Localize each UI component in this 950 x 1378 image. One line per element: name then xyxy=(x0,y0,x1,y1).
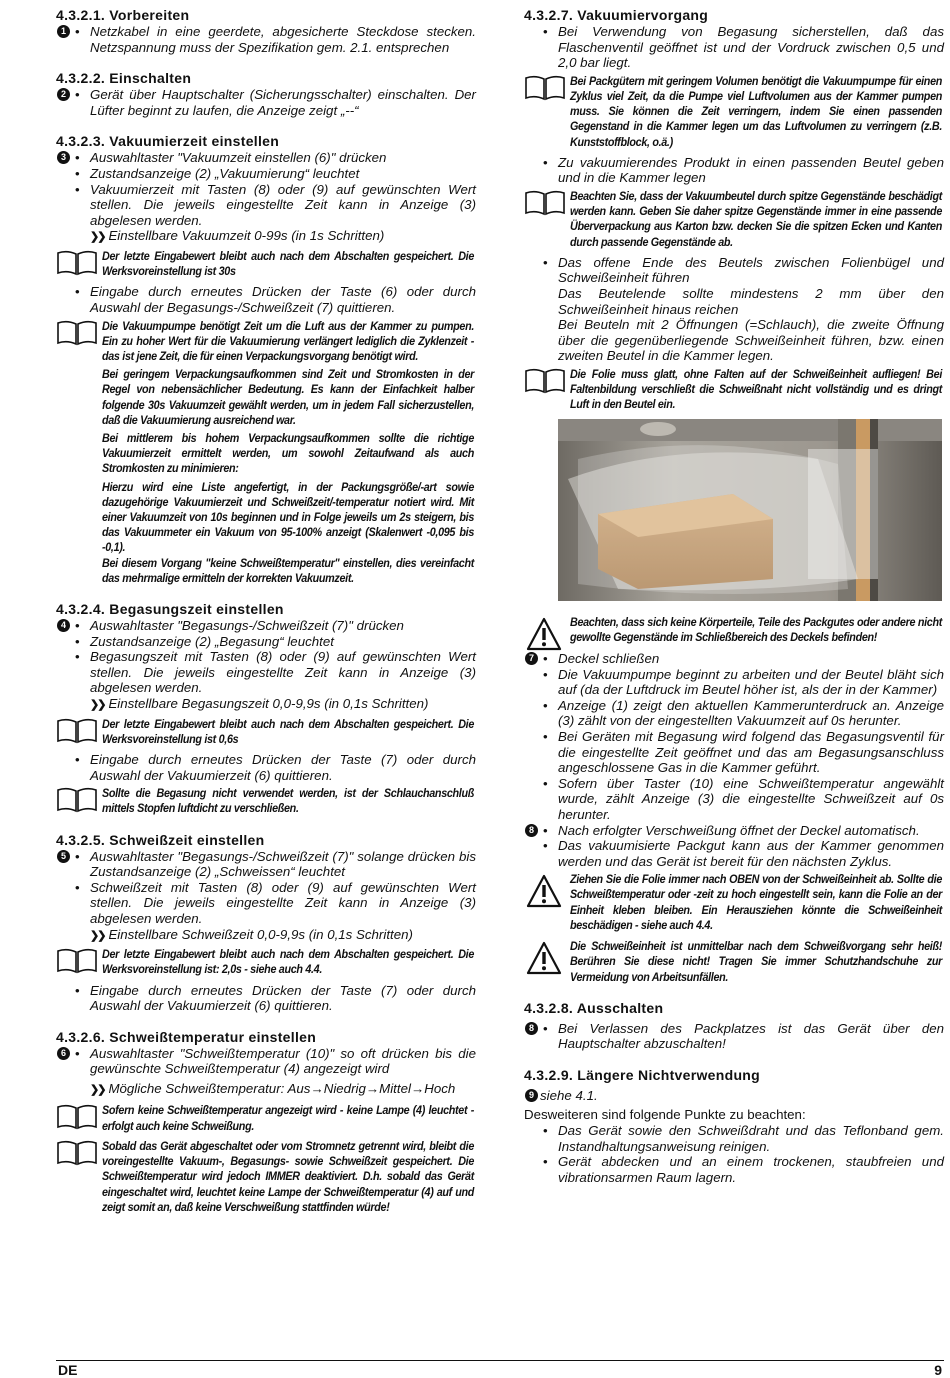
section-title: 4.3.2.9. Längere Nichtverwendung xyxy=(524,1066,760,1083)
section-title: 4.3.2.7. Vakuumiervorgang xyxy=(524,7,709,23)
page-number: 9 xyxy=(934,1362,942,1378)
step-number: 4 xyxy=(57,619,70,632)
step-number: 3 xyxy=(57,151,70,164)
section-einschalten: 4.3.2.2. Einschalten 2 • Gerät über Hauptschalter (Sicherungsschalter) einschalten. Der Lüfter beginnt zu laufen, die Anzeige zeigt „--“ xyxy=(56,70,476,118)
paragraph: Desweiteren sind folgende Punkte zu beachten: xyxy=(524,1107,806,1123)
warning-note: Ziehen Sie die Folie immer nach OBEN von der Schweißeinheit ab. Sollte die Schweißtemperatur oder -zeit zu hoch eingestellt sein, kann die Folie an der Einheit kleben bleiben. Ein Herausziehen könnte die Schweißeinheit beschädigen - siehe auch 4.4. xyxy=(524,872,944,933)
list-item: Begasungszeit mit Tasten (8) oder (9) auf gewünschten Wert stellen. Die jeweils eingestellte Zeit kann in Anzeige (3) abgelesen werden. xyxy=(90,649,476,696)
info-note: Der letzte Eingabewert bleibt auch nach dem Abschalten gespeichert. Die Werksvoreinstellung ist 30s xyxy=(56,249,476,279)
range-hint: ❯❯ Einstellbare Begasungszeit 0,0-9,9s (in 0,1s Schritten) xyxy=(90,695,429,711)
section-title: 4.3.2.3. Vakuumierzeit einstellen xyxy=(56,133,280,150)
book-icon xyxy=(56,1104,98,1130)
book-icon xyxy=(56,948,98,974)
list-item: Auswahltaster "Vakuumzeit einstellen (6)" drücken xyxy=(90,150,387,166)
list-item: Zu vakuumierendes Produkt in einen passenden Beutel geben und in die Kammer legen xyxy=(558,154,944,186)
list-item: Bei Geräten mit Begasung wird folgend das Begasungsventil für die eingestellte Zeit geöffnet und das am Begasungsanschluss angeschlossene Gas in die Kammer geführt. xyxy=(558,728,944,776)
step-number: 8 xyxy=(525,1022,538,1035)
list-item: Gerät abdecken und an einem trockenen, staubfreien und vibrationsarmen Raum lagern. xyxy=(558,1154,944,1185)
list-item: Auswahltaster "Begasungs-/Schweißzeit (7)" drücken xyxy=(90,617,404,633)
section-schweisstemperatur: 4.3.2.6. Schweißtemperatur einstellen 6 • Auswahltaster "Schweißtemperatur (10)" so oft drücken bis die gewünschte Schweißtemperatur (4) angezeigt wird ❯❯ Mögliche Schweißtemperatur: Aus→Niedrig→Mittel→Hoch Sofern keine Schweißtemperatur angezeigt wird - keine Lampe (4) leuchtet - erfolgt auch keine Schweißung. Sobald das Gerät abgeschaltet oder vom Stromnetz getrennt wird, bleibt die voreingestellte Vakuum-, Begasungs- sowie Schweißzeit gespeichert. Die Schweißtemperatur wird jedoch IMMER deaktiviert. D.h. sobald das Gerät eingeschaltet wird, leuchtet keine Lampe der Schweißtemperatur (4) auf und zeigt somit an, daß keine Verschweißung stattfinden würde! xyxy=(56,1028,476,1214)
step-number: 9 xyxy=(525,1089,538,1102)
range-hint: ❯❯ Mögliche Schweißtemperatur: Aus→Niedrig→Mittel→Hoch xyxy=(90,1080,456,1096)
double-chevron-icon: ❯❯ xyxy=(90,1083,105,1096)
section-vorbereiten: 4.3.2.1. Vorbereiten 1 • Netzkabel in eine geerdete, abgesicherte Steckdose stecken. Netzspannung muss der Spezifikation gem. 2.1. entsprechen xyxy=(56,7,476,55)
list-item: Schweißzeit mit Tasten (8) oder (9) auf gewünschten Wert stellen. Die jeweils eingestellte Zeit kann in Anzeige (3) abgelesen werden. xyxy=(90,879,476,926)
list-item: Zustandsanzeige (2) „Begasung“ leuchtet xyxy=(90,633,334,649)
list-item: Bei Verwendung von Begasung sicherstellen, daß das Flaschenventil geöffnet ist und der Vordruck zwischen 0,5 und 2,0 bar liegt. xyxy=(558,24,944,71)
list-item: Anzeige (1) zeigt den aktuellen Kammerunterdruck an. Anzeige (3) zählt von der eingestellten Vakuumzeit auf 0s herunter. xyxy=(558,697,944,729)
info-note: Sofern keine Schweißtemperatur angezeigt wird - keine Lampe (4) leuchtet - erfolgt auch keine Schweißung. xyxy=(56,1103,476,1133)
double-chevron-icon: ❯❯ xyxy=(90,698,105,711)
book-icon xyxy=(524,190,566,216)
warning-note: Die Schweißeinheit ist unmittelbar nach dem Schweißvorgang sehr heiß! Berühren Sie diese nicht! Tragen Sie immer Schutzhandschuhe zur Vermeidung von Arbeitsunfällen. xyxy=(524,939,944,985)
left-column xyxy=(56,6,476,1229)
info-note: Sollte die Begasung nicht verwendet werden, ist der Schlauchanschluß mittels Stopfen luftdicht zu verschließen. xyxy=(56,786,476,816)
section-title: 4.3.2.8. Ausschalten xyxy=(524,999,664,1016)
list-item: Deckel schließen xyxy=(558,650,660,666)
list-item: Zustandsanzeige (2) „Vakuumierung“ leuchtet xyxy=(90,165,360,181)
list-item: Netzkabel in eine geerdete, abgesicherte Steckdose stecken. Netzspannung muss der Spezifikation gem. 2.1. entsprechen xyxy=(90,24,476,55)
warning-triangle-icon xyxy=(526,941,562,975)
section-title: 4.3.2.5. Schweißzeit einstellen xyxy=(56,831,265,848)
step-number: 1 xyxy=(57,25,70,38)
footer-language: DE xyxy=(58,1362,78,1378)
list-item: Vakuumierzeit mit Tasten (8) oder (9) auf gewünschten Wert stellen. Die jeweils eingestellte Zeit kann in Anzeige (3) abgelesen werden. xyxy=(90,181,476,228)
list-item: Gerät über Hauptschalter (Sicherungsschalter) einschalten. Der Lüfter beginnt zu laufen, die Anzeige zeigt „--“ xyxy=(90,87,476,118)
section-schweisszeit: 4.3.2.5. Schweißzeit einstellen 5 • Auswahltaster "Begasungs-/Schweißzeit (7)" solange drücken bis Zustandsanzeige (2) „Schweissen“ leuchtet • Schweißzeit mit Tasten (8) oder (9) auf gewünschten Wert stellen. Die jeweils eingestellte Zeit kann in Anzeige (3) abgelesen werden. ❯❯ Einstellbare Schweißzeit 0,0-9,9s (in 0,1s Schritten) Der letzte Eingabewert bleibt auch nach dem Abschalten gespeichert. Die Werksvoreinstellung ist: 2,0s - siehe auch 4.4. • Eingabe durch erneutes Drücken der Taste (7) oder durch Auswahl der Vakuumierzeit (6) quittieren. xyxy=(56,831,476,1014)
info-note: Beachten Sie, dass der Vakuumbeutel durch spitze Gegenstände beschädigt werden kann. Geben Sie daher spitze Gegenstände immer in eine passende Überverpackung aus Karton bzw. decken Sie die spitzen Ecken und Kanten durch passende Gegenstände ab. xyxy=(524,189,944,250)
step-number: 5 xyxy=(57,850,70,863)
arrow-right-icon: → xyxy=(410,1080,425,1096)
section-begasungszeit: 4.3.2.4. Begasungszeit einstellen 4 • Auswahltaster "Begasungs-/Schweißzeit (7)" drücken • Zustandsanzeige (2) „Begasung“ leuchtet • Begasungszeit mit Tasten (8) oder (9) auf gewünschten Wert stellen. Die jeweils eingestellte Zeit kann in Anzeige (3) abgelesen werden. ❯❯ Einstellbare Begasungszeit 0,0-9,9s (in 0,1s Schritten) Der letzte Eingabewert bleibt auch nach dem Abschalten gespeichert. Die Werksvoreinstellung ist 0,6s • Eingabe durch erneutes Drücken der Taste (7) oder durch Auswahl der Vakuumierzeit (6) quittieren. Sollte die Begasung nicht verwendet werden, ist der Schlauchanschluß mittels Stopfen luftdicht zu verschließen. xyxy=(56,600,476,816)
book-icon xyxy=(56,787,98,813)
book-icon xyxy=(56,320,98,346)
section-title: 4.3.2.4. Begasungszeit einstellen xyxy=(56,600,284,617)
book-icon xyxy=(524,75,566,101)
list-item: Sofern über Taster (10) eine Schweißtemperatur angewählt wurde, zählt Anzeige (3) die eingestellte Schweißzeit auf 0s herunter. xyxy=(558,775,944,822)
info-note: Bei Packgütern mit geringem Volumen benötigt die Vakuumpumpe für einen Zyklus viel Zeit, da die Pumpe viel Luftvolumen aus der Kammer pumpen muss. Sie können die Zeit verringern, indem Sie einen passenden Gegenstand in die Kammer legen um das Luftvolumen zu verringern (z.B. Kunststoffblock, o.ä.) xyxy=(524,74,944,150)
section-ausschalten: 4.3.2.8. Ausschalten 8 • Bei Verlassen des Packplatzes ist das Gerät über den Hauptschalter abzuschalten! xyxy=(524,999,944,1052)
vacuum-bag-photo xyxy=(558,419,942,601)
right-column xyxy=(524,6,944,1199)
range-hint: ❯❯ Einstellbare Schweißzeit 0,0-9,9s (in 0,1s Schritten) xyxy=(90,926,413,942)
list-item: Auswahltaster "Schweißtemperatur (10)" so oft drücken bis die gewünschte Schweißtemperatur (4) angezeigt wird xyxy=(90,1045,476,1077)
section-nichtverwendung: 4.3.2.9. Längere Nichtverwendung 9 siehe 4.1. Desweiteren sind folgende Punkte zu beachten: • Das Gerät sowie den Schweißdraht und das Teflonband gem. Instandhaltungsanweisung reinigen. • Gerät abdecken und an einem trockenen, staubfreien und vibrationsarmen Raum lagern. xyxy=(524,1066,944,1185)
list-item: Das vakuumisierte Packgut kann aus der Kammer genommen werden und das Gerät ist bereit für den nächsten Zyklus. xyxy=(558,838,944,869)
section-title: 4.3.2.2. Einschalten xyxy=(56,70,192,87)
step-number: 2 xyxy=(57,88,70,101)
info-note: Die Folie muss glatt, ohne Falten auf der Schweißeinheit aufliegen! Bei Faltenbildung verschließt die Schweißnaht nicht vollständig und es dringt Luft in den Beutel ein. xyxy=(524,367,944,413)
list-item: Eingabe durch erneutes Drücken der Taste (7) oder durch Auswahl der Vakuumierzeit (6) quittieren. xyxy=(90,982,476,1014)
warning-triangle-icon xyxy=(526,617,562,651)
double-chevron-icon: ❯❯ xyxy=(90,929,105,942)
step-number: 7 xyxy=(525,652,538,665)
list-item: Bei Verlassen des Packplatzes ist das Gerät über den Hauptschalter abzuschalten! xyxy=(558,1020,944,1052)
info-note: Die Vakuumpumpe benötigt Zeit um die Luft aus der Kammer zu pumpen. Ein zu hoher Wert für die Vakuumierung verlängert lediglich die Zyklenzeit - das ist jene Zeit, die für einen Verpackungsvorgang benötigt wird. Bei geringem Verpackungsaufkommen sind Zeit und Stromkosten in der Regel von nebensächlicher Bedeutung. Es kann der Einfachkeit halber folgende 30s Vakuumzeit gewählt werden, um in jedem Fall sicherzustellen, daß die Vakuumierung ausreichend war. Bei mittlerem bis hohem Verpackungsaufkommen sollte die richtige Vakuumierzeit ermittelt werden, um sowohl Zeitaufwand als auch Stromkosten zu minimieren: Hierzu wird eine Liste angefertigt, in der Packungsgröße/-art sowie dazugehörige Vakuumierzeit und Schweißzeit/-temperatur notiert wird. Mit einer Vakuumzeit von 10s beginnen und in Folge jeweils um 2s steigern, bis das Vakuummeter ein Vakuum von 95-100% anzeigt (Skalenwert -0,095 bis -0,1). Bei diesem Vorgang "keine Schweißtemperatur" einstellen, dies vereinfacht das mehrmalige ermitteln der korrekten Vakuumzeit. xyxy=(56,319,476,586)
arrow-right-icon: → xyxy=(310,1080,324,1096)
book-icon xyxy=(524,368,566,394)
reference: siehe 4.1. xyxy=(540,1087,598,1103)
info-note: Sobald das Gerät abgeschaltet oder vom Stromnetz getrennt wird, bleibt die voreingestellte Vakuum-, Begasungs- sowie Schweißzeit gespeichert. Die Schweißtemperatur wird jedoch IMMER deaktiviert. D.h. sobald das Gerät eingeschaltet wird, leuchtet keine Lampe der Schweißtemperatur (4) auf und zeigt somit an, daß keine Verschweißung stattfinden würde! xyxy=(56,1139,476,1215)
book-icon xyxy=(56,718,98,744)
section-vakuumierzeit: 4.3.2.3. Vakuumierzeit einstellen 3 • Auswahltaster "Vakuumzeit einstellen (6)" drücken • Zustandsanzeige (2) „Vakuumierung“ leuchtet • Vakuumierzeit mit Tasten (8) oder (9) auf gewünschten Wert stellen. Die jeweils eingestellte Zeit kann in Anzeige (3) abgelesen werden. ❯❯ Einstellbare Vakuumzeit 0-99s (in 1s Schritten) Der letzte Eingabewert bleibt auch nach dem Abschalten gespeichert. Die Werksvoreinstellung ist 30s • Eingabe durch erneutes Drücken der Taste (6) oder durch Auswahl der Begasungs-/Schweißzeit (7) quittieren. Die Vakuumpumpe benötigt Zeit um die Luft aus der Kammer zu pumpen. Ein zu hoher Wert für die Vakuumierung verlängert lediglich die Zyklenzeit - das ist jene Zeit, die für einen Verpackungsvorgang benötigt wird. Bei geringem Verpackungsaufkommen sind Zeit und Stromkosten in der Regel von nebensächlicher Bedeutung. Es kann der Einfachkeit halber folgende 30s Vakuumzeit gewählt werden, um in jedem Fall sicherzustellen, daß die Vakuumierung ausreichend war. Bei mittlerem bis hohem Verpackungsaufkommen sollte die richtige Vakuumierzeit ermittelt werden, um sowohl Zeitaufwand als auch Stromkosten zu minimieren: Hierzu wird eine Liste angefertigt, in der Packungsgröße/-art sowie dazugehörige Vakuumierzeit und Schweißzeit/-temperatur notiert wird. Mit einer Vakuumzeit von 10s beginnen und in Folge jeweils um 2s steigern, bis das Vakuummeter ein Vakuum von 95-100% anzeigt (Skalenwert -0,095 bis -0,1). Bei diesem Vorgang "keine Schweißtemperatur" einstellen, dies vereinfacht das mehrmalige ermitteln der korrekten Vakuumzeit. xyxy=(56,133,476,585)
book-icon xyxy=(56,1140,98,1166)
footer-rule xyxy=(56,1360,944,1361)
section-title: 4.3.2.6. Schweißtemperatur einstellen xyxy=(56,1028,317,1045)
step-number: 6 xyxy=(57,1047,70,1060)
list-item: Auswahltaster "Begasungs-/Schweißzeit (7)" solange drücken bis Zustandsanzeige (2) „Schweissen“ leuchtet xyxy=(90,848,476,880)
list-item: Das offene Ende des Beutels zwischen Folienbügel und Schweißeinheit führen xyxy=(558,254,944,286)
arrow-right-icon: → xyxy=(365,1080,380,1096)
info-note: Der letzte Eingabewert bleibt auch nach dem Abschalten gespeichert. Die Werksvoreinstellung ist: 2,0s - siehe auch 4.4. xyxy=(56,947,476,977)
paragraph: Das Beutelende sollte mindestens 2 mm über den Schweißeinheit hinaus reichen xyxy=(558,285,944,317)
section-title: 4.3.2.1. Vorbereiten xyxy=(56,7,190,23)
info-note: Der letzte Eingabewert bleibt auch nach dem Abschalten gespeichert. Die Werksvoreinstellung ist 0,6s xyxy=(56,717,476,747)
double-chevron-icon: ❯❯ xyxy=(90,231,105,244)
list-item: Eingabe durch erneutes Drücken der Taste (6) oder durch Auswahl der Begasungs-/Schweißzeit (7) quittieren. xyxy=(90,284,476,315)
list-item: Eingabe durch erneutes Drücken der Taste (7) oder durch Auswahl der Vakuumierzeit (6) quittieren. xyxy=(90,751,476,783)
range-hint: ❯❯ Einstellbare Vakuumzeit 0-99s (in 1s Schritten) xyxy=(90,228,385,244)
list-item: Die Vakuumpumpe beginnt zu arbeiten und der Beutel bläht sich auf (da der Luftdruck im Beutel höher ist, als der in der Kammer) xyxy=(558,666,944,698)
paragraph: Bei Beuteln mit 2 Öffnungen (=Schlauch), die zweite Öffnung über die gegenüberliegende Schweißeinheit führen, bzw. einen zweiten Beutel in die Kammer legen. xyxy=(558,317,944,364)
section-vakuumiervorgang: 4.3.2.7. Vakuumiervorgang • Bei Verwendung von Begasung sicherstellen, daß das Flaschenventil geöffnet ist und der Vordruck zwischen 0,5 und 2,0 bar liegt. Bei Packgütern mit geringem Volumen benötigt die Vakuumpumpe für einen Zyklus viel Zeit, da die Pumpe viel Luftvolumen aus der Kammer pumpen muss. Sie können die Zeit verringern, indem Sie einen passenden Gegenstand in die Kammer legen um das Luftvolumen zu verringern (z.B. Kunststoffblock, o.ä.) • Zu vakuumierendes Produkt in einen passenden Beutel geben und in die Kammer legen Beachten Sie, dass der Vakuumbeutel durch spitze Gegenstände beschädigt werden kann. Geben Sie daher spitze Gegenstände immer in eine passende Überverpackung aus Karton bzw. decken Sie die spitzen Ecken und Kanten durch passende Gegenstände ab. • Das offene Ende des Beutels zwischen Folienbügel und Schweißeinheit führen Das Beutelende sollte mindestens 2 mm über den Schweißeinheit hinaus reichen Bei Beuteln mit 2 Öffnungen (=Schlauch), die zweite Öffnung über die gegenüberliegende Schweißeinheit führen, bzw. einen zweiten Beutel in die Kammer legen. Die Folie muss glatt, ohne Falten auf der Schweißeinheit aufliegen! Bei Faltenbildung verschließt die Schweißnaht nicht vollständig und es dringt Luft in den Beutel ein. Beachten, dass sich keine Körperteile, Teile des Packgutes oder andere nicht gewollte Gegenstände im Schließbereich des Deckels befinden! 7 • Deckel schließen • Die Vakuumpumpe beginnt zu arbeiten und der Beutel bläht sich auf (da der Luftdruck im Beutel höher ist, als der in der Kammer) • Anzeige (1) zeigt den aktuellen Kammerunterdruck an. Anzeige (3) zählt von der eingestellten Vakuumzeit auf 0s herunter. • Bei Geräten mit Begasung wird folgend das Begasungsventil für die eingestellte Zeit geöffnet und das am Begasungsanschluss angeschlossene Gas in die Kammer geführt. • Sofern über Taster (10) eine Schweißtemperatur angewählt wurde, zählt Anzeige (3) die eingestellte Schweißzeit auf 0s herunter. 8 • Nach erfolgter Verschweißung öffnet der Deckel automatisch. • Das vakuumisierte Packgut kann aus der Kammer genommen werden und das Gerät ist bereit für den nächsten Zyklus. Ziehen Sie die Folie immer nach OBEN von der Schweißeinheit ab. Sollte die Schweißtemperatur oder -zeit zu hoch eingestellt sein, kann die Folie an der Einheit kleben bleiben. Ein Herausziehen könnte die Schweißeinheit beschädigen - siehe auch 4.4. Die Schweißeinheit ist unmittelbar nach dem Schweißvorgang sehr heiß! Berühren Sie diese nicht! Tragen Sie immer Schutzhandschuhe zur Vermeidung von Arbeitsunfällen. xyxy=(524,7,944,984)
list-item: Das Gerät sowie den Schweißdraht und das Teflonband gem. Instandhaltungsanweisung reinigen. xyxy=(558,1123,944,1154)
warning-triangle-icon xyxy=(526,874,562,908)
list-item: Nach erfolgter Verschweißung öffnet der Deckel automatisch. xyxy=(558,822,920,838)
book-icon xyxy=(56,250,98,276)
step-number: 8 xyxy=(525,824,538,837)
warning-note: Beachten, dass sich keine Körperteile, Teile des Packgutes oder andere nicht gewollte Gegenstände im Schließbereich des Deckels befinden! xyxy=(524,615,944,645)
